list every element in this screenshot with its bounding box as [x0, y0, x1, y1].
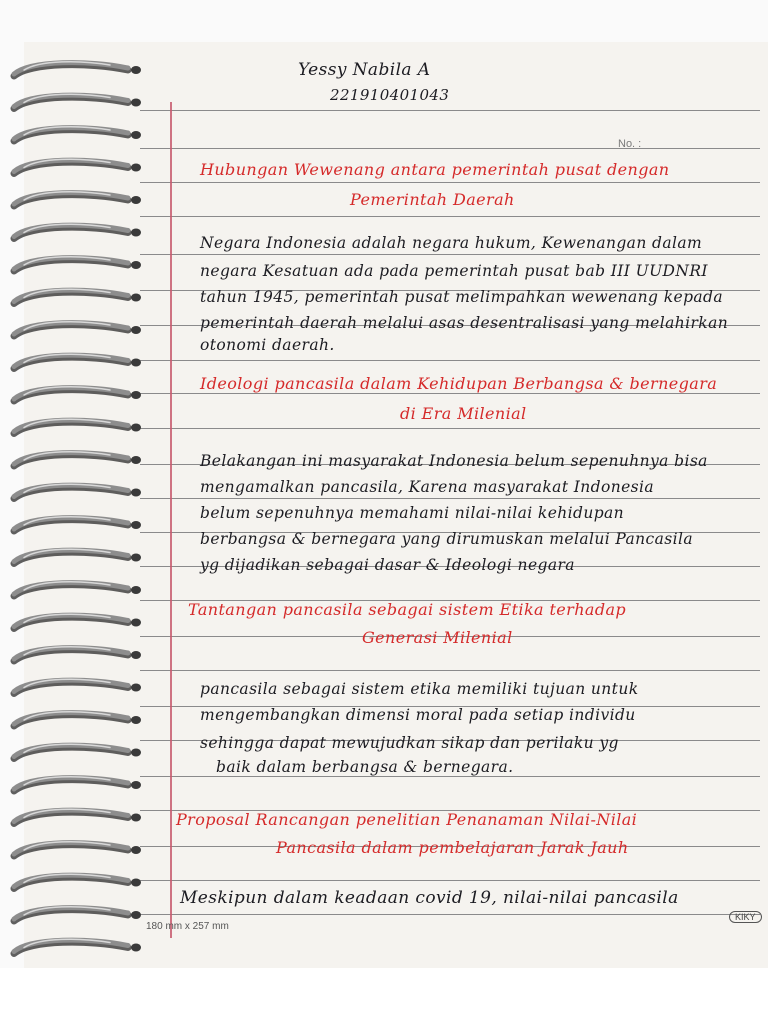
spiral-coil	[14, 712, 141, 726]
page-number-label: No. :	[618, 138, 642, 150]
spiral-coil	[14, 647, 141, 661]
body-line: mengembangkan dimensi moral pada setiap individu	[200, 706, 636, 724]
spiral-coil	[14, 777, 141, 791]
spiral-coil	[14, 614, 141, 628]
body-line: belum sepenuhnya memahami nilai-nilai kehidupan	[200, 504, 625, 522]
body-line: Negara Indonesia adalah negara hukum, Kewenangan dalam	[200, 234, 703, 252]
spiral-coil	[14, 289, 141, 303]
spiral-coil	[14, 809, 141, 823]
spiral-coil	[14, 322, 141, 336]
spiral-coil	[14, 517, 141, 531]
section-heading-line: di Era Milenial	[400, 404, 527, 423]
body-line: yg dijadikan sebagai dasar & Ideologi negara	[200, 556, 575, 574]
spiral-coil	[14, 744, 141, 758]
spiral-coil	[14, 907, 141, 921]
body-line: pancasila sebagai sistem etika memiliki tujuan untuk	[200, 680, 639, 698]
section-heading-line: Hubungan Wewenang antara pemerintah pusat dengan	[200, 160, 670, 179]
spiral-coil	[14, 549, 141, 563]
spiral-coil	[14, 257, 141, 271]
ruled-line	[140, 110, 760, 111]
ruled-line	[140, 880, 760, 881]
body-line: tahun 1945, pemerintah pusat melimpahkan wewenang kepada	[200, 288, 723, 306]
spiral-coil	[14, 452, 141, 466]
section-heading-line: Pancasila dalam pembelajaran Jarak Jauh	[276, 838, 629, 857]
ruled-line	[140, 393, 760, 394]
section-heading-line: Proposal Rancangan penelitian Penanaman Nilai-Nilai	[176, 810, 638, 829]
spiral-coil	[14, 939, 141, 953]
ruled-line	[140, 216, 760, 217]
body-line: otonomi daerah.	[200, 336, 335, 354]
section-heading-line: Ideologi pancasila dalam Kehidupan Berbangsa & bernegara	[200, 374, 718, 393]
body-line: negara Kesatuan ada pada pemerintah pusat bab III UUDNRI	[200, 262, 708, 280]
spiral-coil	[14, 354, 141, 368]
body-line: Meskipun dalam keadaan covid 19, nilai-nilai pancasila	[180, 888, 679, 908]
ruled-line	[140, 498, 760, 499]
spiral-coil	[14, 94, 141, 108]
section-heading-line: Tantangan pancasila sebagai sistem Etika terhadap	[188, 600, 627, 619]
spiral-coil	[14, 679, 141, 693]
brand-logo: KIKY	[729, 911, 762, 923]
background-surface	[0, 968, 768, 1024]
spiral-coil	[14, 419, 141, 433]
paper-size-label: 180 mm x 257 mm	[146, 921, 229, 932]
body-line: sehingga dapat mewujudkan sikap dan perilaku yg	[200, 734, 619, 752]
body-line: Belakangan ini masyarakat Indonesia belum sepenuhnya bisa	[200, 452, 708, 470]
student-id: 221910401043	[330, 86, 450, 104]
spiral-coil	[14, 62, 141, 76]
section-heading-line: Pemerintah Daerah	[350, 190, 515, 209]
ruled-line	[140, 670, 760, 671]
ruled-line	[140, 182, 760, 183]
spiral-coil	[14, 192, 141, 206]
spiral-coil	[14, 387, 141, 401]
body-line: mengamalkan pancasila, Karena masyarakat Indonesia	[200, 478, 655, 496]
section-heading-line: Generasi Milenial	[362, 628, 513, 647]
body-line: berbangsa & bernegara yang dirumuskan melalui Pancasila	[200, 530, 693, 548]
spiral-binding	[0, 40, 150, 970]
spiral-coil	[14, 224, 141, 238]
body-line: baik dalam berbangsa & bernegara.	[216, 758, 514, 776]
ruled-line	[140, 148, 760, 149]
ruled-line	[140, 914, 760, 915]
student-name: Yessy Nabila A	[298, 60, 431, 80]
ruled-line	[140, 428, 760, 429]
ruled-line	[140, 254, 760, 255]
spiral-coil	[14, 582, 141, 596]
spiral-coil	[14, 484, 141, 498]
spiral-coil	[14, 159, 141, 173]
spiral-coil	[14, 127, 141, 141]
spiral-coil	[14, 874, 141, 888]
ruled-line	[140, 360, 760, 361]
spiral-coil	[14, 842, 141, 856]
ruled-line	[140, 776, 760, 777]
body-line: pemerintah daerah melalui asas desentralisasi yang melahirkan	[200, 314, 729, 332]
margin-line	[170, 102, 172, 938]
